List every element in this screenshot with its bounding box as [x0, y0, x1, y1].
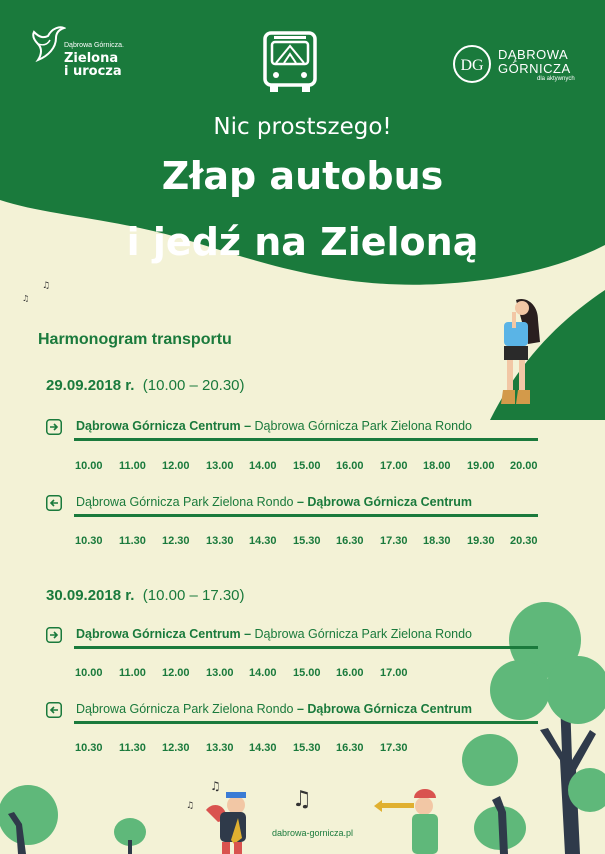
svg-text:♫: ♫ — [186, 801, 195, 811]
departure-time: 15.30 — [293, 535, 321, 547]
svg-text:DG: DG — [460, 57, 484, 74]
departure-time: 14.30 — [249, 742, 277, 754]
departure-time: 11.30 — [119, 742, 146, 754]
day-1-date-line — [46, 377, 245, 394]
departure-time: 19.30 — [467, 535, 495, 547]
day-1-hours: (10.00 – 20.30) — [142, 377, 245, 394]
day-1-return-from: Dąbrowa Górnicza Park Zielona Rondo — [76, 495, 294, 509]
departure-time: 17.30 — [380, 742, 408, 754]
saxophone-player-illustration — [206, 792, 246, 854]
day-1-outbound-to: Dąbrowa Górnicza Park Zielona Rondo — [254, 419, 472, 433]
logo-right-line1: DĄBROWA — [498, 47, 569, 62]
svg-text:♫: ♫ — [22, 294, 30, 303]
day-2-outbound-text — [76, 627, 472, 641]
departure-time: 17.00 — [380, 667, 408, 679]
departure-time: 18.30 — [423, 535, 451, 547]
arrow-left-icon — [46, 702, 62, 718]
day-1-return-times — [75, 535, 545, 551]
departure-time: 18.00 — [423, 460, 451, 472]
day-2-hours: (10.00 – 17.30) — [142, 587, 245, 604]
subtitle: Nic prostszego! — [213, 114, 392, 140]
day-2-date: 30.09.2018 r. — [46, 587, 135, 604]
logo-right-line2: GÓRNICZA — [498, 61, 571, 76]
bus-icon — [262, 30, 318, 94]
logo-left-big-text — [64, 52, 122, 78]
departure-time: 14.00 — [249, 667, 277, 679]
departure-time: 10.00 — [75, 667, 103, 679]
title-line-2: i jedź na Zieloną — [126, 220, 479, 264]
departure-time: 11.00 — [119, 460, 146, 472]
departure-time: 17.30 — [380, 535, 408, 547]
route-divider — [74, 514, 538, 517]
arrow-left-icon — [46, 495, 62, 511]
logo-left-line1: Zielona — [64, 51, 119, 66]
departure-time: 15.00 — [293, 667, 321, 679]
logo-left-line2: i urocza — [64, 64, 122, 79]
footer-website-link[interactable]: dabrowa-gornicza.pl — [272, 828, 354, 838]
svg-text:♫: ♫ — [42, 281, 51, 291]
departure-time: 16.00 — [336, 460, 364, 472]
departure-time: 15.30 — [293, 742, 321, 754]
departure-time: 16.00 — [336, 667, 364, 679]
departure-time: 15.00 — [293, 460, 321, 472]
departure-time: 17.00 — [380, 460, 408, 472]
departure-time: 13.00 — [206, 667, 234, 679]
departure-time: 14.30 — [249, 535, 277, 547]
day-1-outbound-times — [75, 460, 545, 476]
bird-icon — [30, 24, 66, 64]
departure-time: 12.00 — [162, 460, 190, 472]
dg-monogram-icon — [452, 44, 492, 84]
departure-time: 10.00 — [75, 460, 103, 472]
departure-time: 14.00 — [249, 460, 277, 472]
trumpet-player-illustration — [374, 789, 438, 854]
departure-time: 16.30 — [336, 742, 364, 754]
route-divider — [74, 646, 538, 649]
day-1-return-to: – Dąbrowa Górnicza Centrum — [296, 495, 472, 509]
schedule-heading: Harmonogram transportu — [38, 331, 232, 348]
day-2-outbound-times — [75, 667, 545, 683]
departure-time: 10.30 — [75, 742, 103, 754]
day-1-return-route — [46, 495, 538, 517]
svg-text:♫: ♫ — [210, 779, 221, 793]
departure-time: 13.00 — [206, 460, 234, 472]
departure-time: 13.30 — [206, 742, 234, 754]
day-2-return-times — [75, 742, 545, 758]
dabrowa-gornicza-logo — [452, 44, 582, 84]
left-tree-illustration — [0, 785, 146, 854]
day-1-outbound-text — [76, 419, 472, 433]
day-1-return-text — [76, 495, 472, 509]
day-2-return-to: – Dąbrowa Górnicza Centrum — [296, 702, 472, 716]
logo-left-small-text: Dąbrowa Górnicza. — [64, 42, 124, 49]
day-2-outbound-from: Dąbrowa Górnicza Centrum – — [76, 627, 252, 641]
departure-time: 13.30 — [206, 535, 234, 547]
departure-time: 11.30 — [119, 535, 146, 547]
day-1-outbound-route — [46, 419, 538, 441]
day-2-return-from: Dąbrowa Górnicza Park Zielona Rondo — [76, 702, 294, 716]
departure-time: 20.00 — [510, 460, 538, 472]
departure-time: 12.30 — [162, 742, 190, 754]
day-2-outbound-route — [46, 627, 538, 649]
day-2-date-line — [46, 587, 245, 604]
zielona-i-urocza-logo — [30, 24, 140, 86]
svg-text:♫: ♫ — [292, 787, 312, 812]
day-2-outbound-to: Dąbrowa Górnicza Park Zielona Rondo — [254, 627, 472, 641]
arrow-right-icon — [46, 627, 62, 643]
departure-time: 12.30 — [162, 535, 190, 547]
departure-time: 20.30 — [510, 535, 538, 547]
title-line-1: Złap autobus — [161, 154, 444, 198]
departure-time: 16.30 — [336, 535, 364, 547]
departure-time: 10.30 — [75, 535, 103, 547]
departure-time: 12.00 — [162, 667, 190, 679]
route-divider — [74, 721, 538, 724]
route-divider — [74, 438, 538, 441]
day-1-outbound-from: Dąbrowa Górnicza Centrum – — [76, 419, 252, 433]
day-2-return-text — [76, 702, 472, 716]
day-1-date: 29.09.2018 r. — [46, 377, 135, 394]
departure-time: 11.00 — [119, 667, 146, 679]
logo-right-tagline: dla aktywnych — [537, 76, 575, 82]
arrow-right-icon — [46, 419, 62, 435]
departure-time: 19.00 — [467, 460, 495, 472]
day-2-return-route — [46, 702, 538, 724]
